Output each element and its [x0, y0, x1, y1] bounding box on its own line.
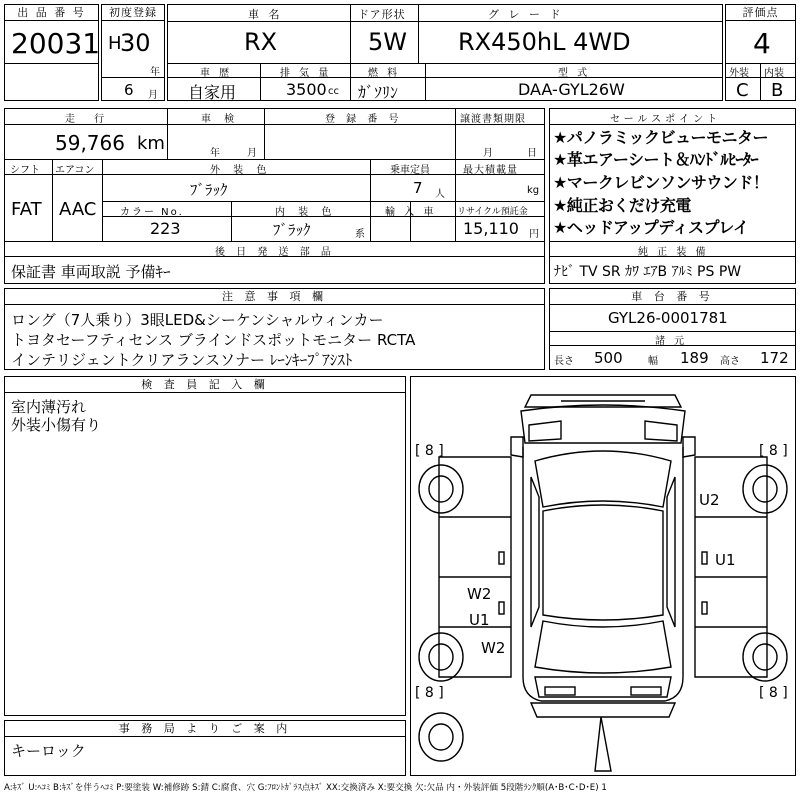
note-line-3: インテリジェントクリアランスソナー ﾚｰﾝｷｰﾌﾟｱｼｽﾄ [11, 351, 353, 369]
note-line-2: トヨタセーフティセンス ブラインドスポットモニター RCTA [11, 331, 416, 349]
int-color: ﾌﾞﾗｯｸ [273, 221, 311, 239]
exterior-score: C [736, 80, 749, 101]
dims-label: 諸 元 [655, 336, 688, 347]
height-label: 高さ [720, 356, 740, 367]
transfer-month-unit: 月 [483, 148, 493, 159]
reg-year: 30 [120, 29, 151, 57]
equipment-label: 純 正 装 備 [638, 247, 709, 258]
car-info-box [167, 4, 723, 101]
mark-w2-left-a: W2 [467, 585, 492, 603]
office-note: キーロック [11, 742, 86, 760]
mark-w2-left-b: W2 [481, 639, 506, 657]
lot-label: 出 品 番 号 [5, 5, 98, 21]
recycle-amount: 15,110 [463, 219, 519, 238]
inspector-box [4, 376, 406, 716]
capacity-label: 乗車定員 [390, 165, 430, 176]
load-unit: kg [527, 185, 540, 196]
mark-u2: U2 [699, 491, 720, 509]
mileage-unit: km [137, 133, 165, 154]
color-no-label: カラー No. [120, 207, 184, 218]
length-label: 長さ [554, 356, 574, 367]
model-code: DAA-GYL26W [518, 80, 625, 99]
transfer-label: 譲渡書類期限 [460, 114, 526, 125]
sales-point-3: ★マークレビンソンサウンド！ [553, 173, 769, 192]
specs-box [4, 108, 545, 284]
history: 自家用 [188, 83, 237, 102]
aircon-label: エアコン [55, 165, 95, 176]
capacity-unit: 人 [435, 189, 445, 200]
tire-front-right: [ 8 ] [759, 443, 788, 459]
first-registration-box [101, 4, 165, 101]
interior-score: B [771, 80, 784, 101]
office-label: 事 務 局 よ り ご 案 内 [5, 721, 405, 737]
shift-label: シフト [10, 165, 40, 176]
ext-color: ﾌﾞﾗｯｸ [190, 181, 228, 199]
sales-point-1: ★パノラミックビューモニター [553, 128, 769, 147]
displacement-unit: cc [328, 86, 339, 97]
lot-number: 20031 [11, 27, 101, 60]
reg-no-label: 登 録 番 号 [325, 114, 403, 125]
lot-box [4, 4, 99, 101]
first-reg-label: 初度登録 [102, 5, 164, 21]
chassis-number: GYL26-0001781 [608, 309, 728, 327]
inspector-line-2: 外装小傷有り [11, 416, 102, 434]
int-color-label: 内 装 色 [275, 207, 337, 218]
load-label: 最大積載量 [463, 165, 518, 176]
score-box [725, 4, 796, 101]
car-name-label: 車 名 [248, 8, 283, 21]
reg-month: 6 [124, 81, 134, 99]
sales-point-5: ★ヘッドアップディスプレイ [553, 218, 749, 237]
tire-front-left: [ 8 ] [415, 443, 444, 459]
width: 189 [680, 349, 709, 367]
equipment: ﾅﾋﾞ TV SR ｶﾜ ｴｱB ｱﾙﾐ PS PW [554, 264, 742, 280]
recycle-label: リサイクル預託金 [457, 207, 528, 217]
tire-rear-left: [ 8 ] [415, 685, 444, 701]
import-label: 輸 入 車 [385, 207, 437, 218]
car-name: RX [244, 28, 278, 56]
year-unit: 年 [150, 67, 160, 78]
chassis-box [549, 288, 796, 370]
legend: A:ｷｽﾞ U:ﾍｺﾐ B:ｷｽﾞを伴うﾍｺﾐ P:要塗装 W:補修跡 S:錆 C:腐食、穴 G:ﾌﾛﾝﾄｶﾞﾗｽ点ｷｽﾞ XX:交換済み X:要交換 欠:欠品 内・外装評価 5段階ﾗﾝｸ順(A･B･C･D･E) 1 [4, 783, 607, 793]
score-label: 評価点 [726, 5, 795, 21]
capacity: 7 [413, 179, 423, 197]
grade: RX450hL 4WD [458, 28, 631, 56]
score: 4 [753, 27, 771, 60]
transfer-day-unit: 日 [527, 148, 537, 159]
inspector-label: 検 査 員 記 入 欄 [5, 377, 405, 393]
height: 172 [760, 349, 789, 367]
displacement: 3500 [286, 80, 327, 99]
mileage-label: 走 行 [65, 114, 113, 125]
color-no: 223 [150, 219, 181, 238]
displacement-label: 排 気 量 [280, 68, 332, 79]
fuel: ｶﾞｿﾘﾝ [358, 83, 399, 102]
ext-color-label: 外 装 色 [210, 165, 272, 176]
damage-diagram-box [410, 376, 796, 776]
door-label: ドア形状 [358, 8, 406, 21]
inspection-month-unit: 月 [247, 148, 257, 159]
notes-label: 注 意 事 項 欄 [5, 289, 544, 305]
era: H [108, 33, 122, 54]
sales-point-2: ★革エアーシート＆ﾊﾝﾄﾞﾙﾋｰﾀｰ [553, 150, 759, 169]
recycle-unit: 円 [529, 229, 539, 240]
length: 500 [594, 349, 623, 367]
note-line-1: ロング（7人乗り）3眼LED&シーケンシャルウィンカー [11, 311, 384, 329]
door-type: 5W [368, 28, 407, 56]
mileage: 59,766 [55, 131, 125, 155]
mark-u1-right: U1 [715, 551, 736, 569]
tire-rear-right: [ 8 ] [759, 685, 788, 701]
grade-label: グ レ ー ド [488, 8, 564, 21]
car-diagram [411, 377, 795, 775]
width-label: 幅 [648, 356, 658, 367]
history-label: 車 歴 [200, 68, 233, 79]
exterior-label: 外装 [729, 68, 749, 79]
fuel-label: 燃 料 [368, 68, 401, 79]
notes-box [4, 288, 545, 370]
aircon: AAC [59, 199, 97, 220]
sales-point-4: ★純正おくだけ充電 [553, 196, 691, 215]
inspection-year-unit: 年 [210, 148, 220, 159]
sales-points-label: セールスポイント [610, 114, 722, 125]
interior-label: 内装 [764, 68, 784, 79]
later-parts: 保証書 車両取説 予備ｷｰ [11, 263, 171, 281]
shift: FAT [11, 199, 42, 220]
sales-points-box [549, 108, 796, 284]
month-unit: 月 [148, 90, 158, 101]
inspector-line-1: 室内薄汚れ [11, 398, 87, 416]
model-label: 型 式 [558, 68, 591, 79]
chassis-label: 車 台 番 号 [550, 289, 795, 305]
office-box [4, 720, 406, 776]
inspection-label: 車 検 [201, 114, 240, 125]
later-label: 後 日 発 送 部 品 [215, 247, 335, 258]
mark-u1-left: U1 [469, 611, 490, 629]
int-color-unit: 系 [355, 229, 365, 240]
